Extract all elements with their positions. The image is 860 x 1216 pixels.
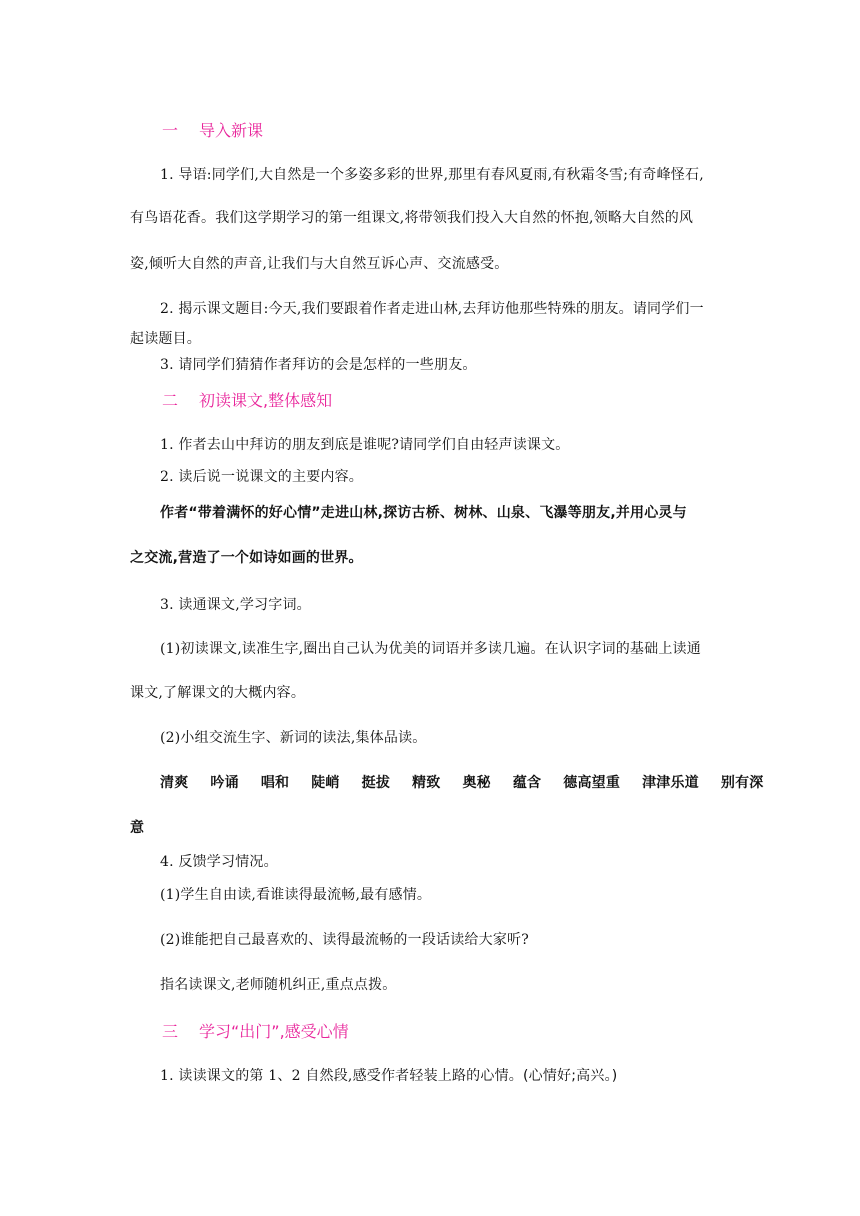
paragraph-line: (1)学生自由读,看谁读得最流畅,最有感情。 <box>160 887 432 903</box>
paragraph-line: 2. 读后说一说课文的主要内容。 <box>160 469 364 485</box>
paragraph-line: (2)小组交流生字、新词的读法,集体品读。 <box>160 730 427 746</box>
vocab-word: 德高望重 <box>563 775 621 791</box>
vocab-word: 奥秘 <box>462 775 491 791</box>
paragraph-line: 1. 作者去山中拜访的朋友到底是谁呢?请同学们自由轻声读课文。 <box>160 437 570 453</box>
vocab-word: 别有深 <box>720 775 764 791</box>
answer-text: (心情好;高兴。) <box>522 1068 618 1084</box>
section-title: 学习“出门”,感受心情 <box>199 1022 349 1041</box>
section-heading-2 <box>162 388 332 411</box>
vocab-word: 意 <box>130 820 145 836</box>
answer-line: 作者“带着满怀的好心情”走进山林,探访古桥、树林、山泉、飞瀑等朋友,并用心灵与 <box>160 505 687 521</box>
paragraph-line: 1. 导语:同学们,大自然是一个多姿多彩的世界,那里有春风夏雨,有秋霜冬雪;有奇峰怪石, <box>160 167 704 183</box>
vocab-word: 精致 <box>412 775 441 791</box>
paragraph-line: 起读题目。 <box>130 331 201 347</box>
section-number: 一 <box>162 121 179 140</box>
vocab-word: 唱和 <box>260 775 290 791</box>
vocab-word: 陡峭 <box>311 775 340 791</box>
paragraph-line <box>160 1065 617 1085</box>
vocab-word: 清爽 <box>160 775 189 791</box>
paragraph-line: 3. 请同学们猜猜作者拜访的会是怎样的一些朋友。 <box>160 357 477 373</box>
section-heading-1 <box>162 118 263 141</box>
paragraph-line: 3. 读通课文,学习字词。 <box>160 597 311 613</box>
answer-line: 之交流,营造了一个如诗如画的世界。 <box>130 550 363 566</box>
section-title: 初读课文,整体感知 <box>199 391 333 410</box>
paragraph-line: 有鸟语花香。我们这学期学习的第一组课文,将带领我们投入大自然的怀抱,领略大自然的风 <box>130 210 694 226</box>
paragraph-line: (2)谁能把自己最喜欢的、读得最流畅的一段话读给大家听? <box>160 932 529 948</box>
section-title: 导入新课 <box>199 121 264 140</box>
paragraph-line: 2. 揭示课文题目:今天,我们要跟着作者走进山林,去拜访他那些特殊的朋友。请同学们一 <box>160 301 704 317</box>
vocabulary-list <box>160 772 763 792</box>
vocab-word: 挺拔 <box>361 775 391 791</box>
section-number: 二 <box>162 391 179 410</box>
paragraph-line: (1)初读课文,读准生字,圈出自己认为优美的词语并多读几遍。在认识字词的基础上读通 <box>160 641 701 657</box>
vocab-word: 蕴含 <box>512 775 542 791</box>
paragraph-line: 姿,倾听大自然的声音,让我们与大自然互诉心声、交流感受。 <box>130 256 509 272</box>
paragraph-line: 课文,了解课文的大概内容。 <box>130 685 306 701</box>
section-heading-3 <box>162 1019 349 1042</box>
vocab-word: 吟诵 <box>210 775 239 791</box>
section-number: 三 <box>162 1022 179 1041</box>
paragraph-line: 4. 反馈学习情况。 <box>160 854 278 870</box>
paragraph-line: 指名读课文,老师随机纠正,重点点拨。 <box>160 977 397 993</box>
paragraph-text: 1. 读读课文的第 1、2 自然段,感受作者轻装上路的心情。 <box>160 1068 523 1084</box>
vocab-word: 津津乐道 <box>642 775 699 791</box>
